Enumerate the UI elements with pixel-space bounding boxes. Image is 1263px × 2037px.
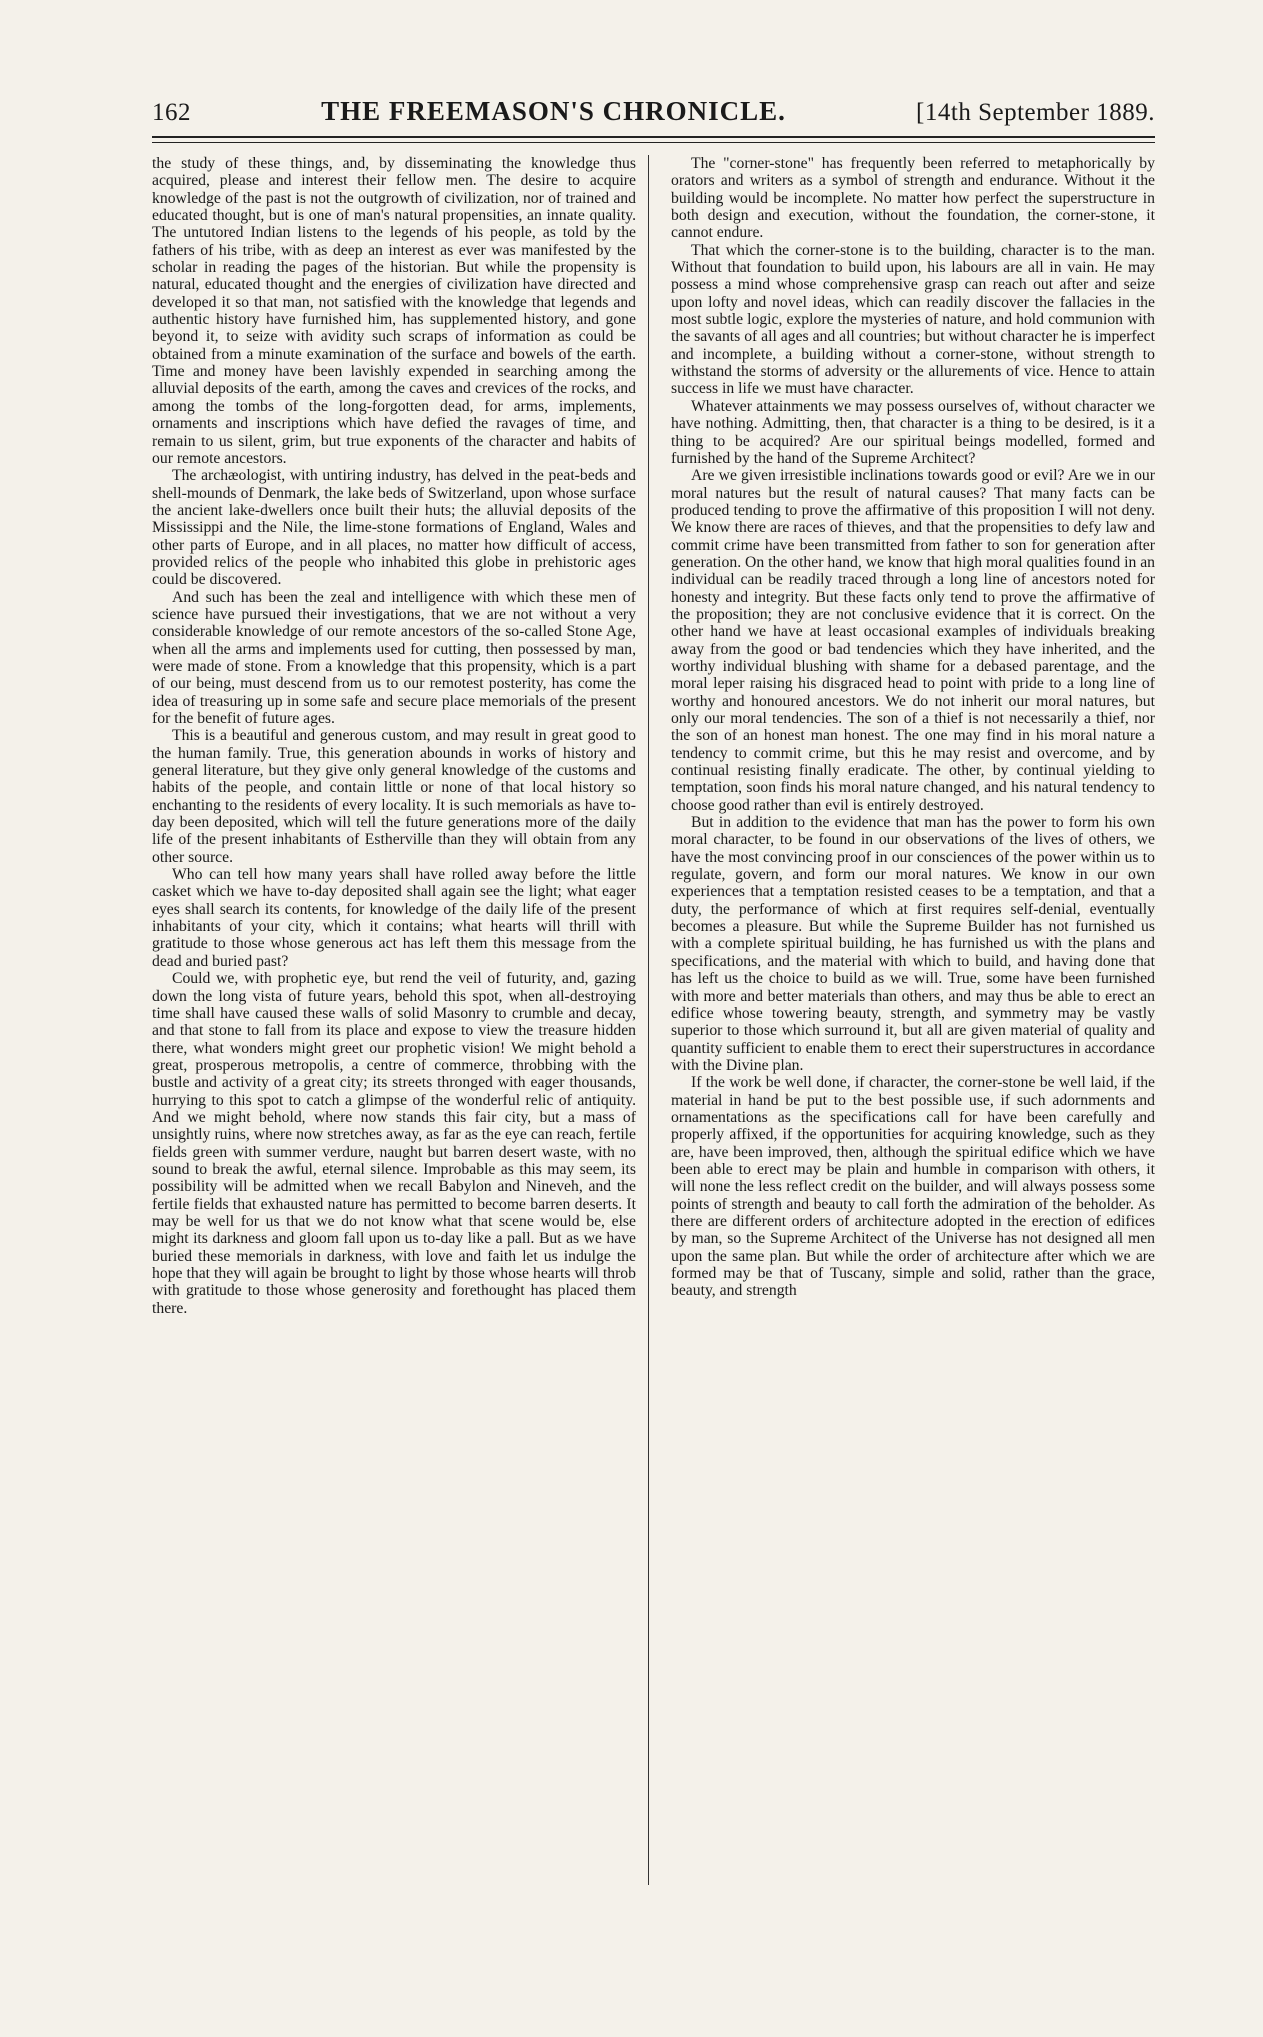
paragraph: Who can tell how many years shall have rolled away before the little casket which we have to-day deposited shall again see the light; what eager eyes shall search its contents, for knowledge of the daily life of the present inhabitants of your city, which it contains; what hearts will thrill with gratitude to those whose generous act has left them this message from the dead and buried past? xyxy=(152,866,636,970)
paragraph: That which the corner-stone is to the building, character is to the man. Without that foundation to build upon, his labours are all in vain. He may possess a mind whose comprehensive grasp can reach out after and seize upon lofty and novel ideas, which can readily discover the fallacies in the most subtle logic, explore the mysteries of nature, and hold communion with the savants of all ages and all countries; but without character he is imperfect and incomplete, a building without a corner-stone, without strength to withstand the storms of adversity or the allurements of vice. Hence to attain success in life we must have character. xyxy=(671,241,1155,398)
paragraph: But in addition to the evidence that man has the power to form his own moral character, to be found in our observations of the lives of others, we have the most convincing proof in our consciences of the power within us to regulate, govern, and form our moral natures. We know in our own experiences that a temptation resisted ceases to be a temptation, and that a duty, the performance of which at first requires self-denial, eventually becomes a pleasure. But while the Supreme Builder has not furnished us with a complete spiritual building, he has furnished us with the plans and specifications, and the material with which to build, and having done that has left us the choice to build as we will. True, some have been furnished with more and better materials than others, and may thus be able to erect an edifice whose towering beauty, strength, and symmetry may be vastly superior to those which surround it, but all are given material of quality and quantity sufficient to enable them to erect their superstructures in accordance with the Divine plan. xyxy=(671,814,1155,1074)
paragraph: Could we, with prophetic eye, but rend the veil of futurity, and, gazing down the long vista of future years, behold this spot, when all-destroying time shall have caused these walls of solid Masonry to crumble and decay, and that stone to fall from its place and expose to view the treasure hidden there, what wonders might greet our prophetic vision! We might behold a great, prosperous metropolis, a centre of commerce, throbbing with the bustle and activity of a great city; its streets thronged with eager thousands, hurrying to this spot to catch a glimpse of the wonderful relic of antiquity. And we might behold, where now stands this fair city, but a mass of unsightly ruins, where now stretches away, as far as the eye can reach, fertile fields green with summer verdure, naught but barren desert waste, with no sound to break the awful, eternal silence. Improbable as this may seem, its possibility will be admitted when we recall Babylon and Nineveh, and the fertile fields that exhausted nature has permitted to become barren deserts. It may be well for us that we do not know what that scene would be, else might its darkness and gloom fall upon us to-day like a pall. But as we have buried these memorials in darkness, with love and faith let us indulge the hope that they will again be brought to light by those whose hearts will throb with gratitude to those whose generosity and forethought has placed them there. xyxy=(152,970,636,1317)
header-rule xyxy=(152,136,1155,143)
right-column xyxy=(671,155,1155,1317)
issue-date: [14th September 1889. xyxy=(916,99,1155,126)
paragraph: This is a beautiful and generous custom, and may result in great good to the human family. True, this generation abounds in works of history and general literature, but they give only general knowledge of the customs and habits of the people, and contain little or none of that local history so enchanting to the residents of every locality. It is such memorials as have to-day been deposited, which will tell the future generations more of the daily life of the present inhabitants of Estherville than they will obtain from any other source. xyxy=(152,727,636,866)
paragraph: Whatever attainments we may possess ourselves of, without character we have nothing. Admitting, then, that character is a thing to be desired, is it a thing to be acquired? Are our spiritual beings modelled, formed and furnished by the hand of the Supreme Architect? xyxy=(671,397,1155,467)
left-column xyxy=(152,155,636,1317)
paragraph: The "corner-stone" has frequently been referred to metaphorically by orators and writers as a symbol of strength and endurance. Without it the building would be incomplete. No matter how perfect the superstructure in both design and execution, without the foundation, the corner-stone, it cannot endure. xyxy=(671,155,1155,242)
page-header xyxy=(152,96,1155,130)
article-columns xyxy=(152,155,1155,1317)
paragraph: If the work be well done, if character, the corner-stone be well laid, if the material in hand be put to the best possible use, if such adornments and ornamentations as the specifications call for have been carefully and properly affixed, if the opportunities for acquiring knowledge, such as they are, have been improved, then, although the spiritual edifice which we have been able to erect may be plain and humble in comparison with others, it will none the less reflect credit on the builder, and will always possess some points of strength and beauty to call forth the admiration of the beholder. As there are different orders of architecture adopted in the erection of edifices by man, so the Supreme Architect of the Universe has not designed all men upon the same plan. But while the order of architecture after which we are formed may be that of Tuscany, simple and solid, rather than the grace, beauty, and strength xyxy=(671,1074,1155,1300)
paragraph: the study of these things, and, by disseminating the knowledge thus acquired, please and interest their fellow men. The desire to acquire knowledge of the past is not the outgrowth of civilization, nor of trained and educated thought, but is one of man's natural propensities, an innate quality. The untutored Indian listens to the legends of his people, as told by the fathers of his tribe, with as deep an interest as ever was manifested by the scholar in reading the pages of the historian. But while the propensity is natural, educated thought and the energies of civilization have directed and developed it so that man, not satisfied with the knowledge that legends and authentic history have furnished him, has supplemented history, and gone beyond it, to seize with avidity such scraps of information as could be obtained from a minute examination of the surface and bowels of the earth. Time and money have been lavishly expended in searching among the alluvial deposits of the earth, among the caves and crevices of the rocks, and among the tombs of the long-forgotten dead, for arms, implements, ornaments and inscriptions which have defied the ravages of time, and remain to us silent, grim, but true exponents of the character and habits of our remote ancestors. xyxy=(152,155,636,467)
paragraph: The archæologist, with untiring industry, has delved in the peat-beds and shell-mounds of Denmark, the lake beds of Switzerland, upon whose surface the ancient lake-dwellers once built their huts; the alluvial deposits of the Mississippi and the Nile, the lime-stone formations of England, Wales and other parts of Europe, and in all places, no matter how difficult of access, provided relics of the people who inhabited this globe in prehistoric ages could be discovered. xyxy=(152,467,636,589)
column-divider xyxy=(648,155,649,1885)
masthead-title: THE FREEMASON'S CHRONICLE. xyxy=(321,96,786,126)
paragraph: And such has been the zeal and intelligence with which these men of science have pursued their investigations, that we are not without a very considerable knowledge of our remote ancestors of the so-called Stone Age, when all the arms and implements used for cutting, then possessed by man, were made of stone. From a knowledge that this propensity, which is a part of our being, must descend from us to our remotest posterity, has come the idea of treasuring up in some safe and secure place memorials of the present for the benefit of future ages. xyxy=(152,588,636,727)
paragraph: Are we given irresistible inclinations towards good or evil? Are we in our moral natures but the result of natural causes? That many facts can be produced tending to prove the affirmative of this proposition I will not deny. We know there are races of thieves, and that the propensities to defy law and commit crime have been transmitted from father to son for generation after generation. On the other hand, we know that high moral qualities found in an individual can be readily traced through a long line of ancestors noted for honesty and integrity. But these facts only tend to prove the affirmative of the proposition; they are not conclusive evidence that it is correct. On the other hand we have at least occasional examples of individuals breaking away from the good or bad tendencies which they have inherited, and the worthy individual blushing with shame for a debased parentage, and the moral leper raising his disgraced head to point with pride to a long line of worthy and honoured ancestors. We do not inherit our moral natures, but only our moral tendencies. The son of a thief is not necessarily a thief, nor the son of an honest man honest. The one may find in his moral nature a tendency to commit crime, but this he may resist and overcome, and by continual resisting finally eradicate. The other, by continual yielding to temptation, soon finds his moral nature changed, and his natural tendency to choose good rather than evil is entirely destroyed. xyxy=(671,467,1156,814)
page-number: 162 xyxy=(152,99,191,126)
